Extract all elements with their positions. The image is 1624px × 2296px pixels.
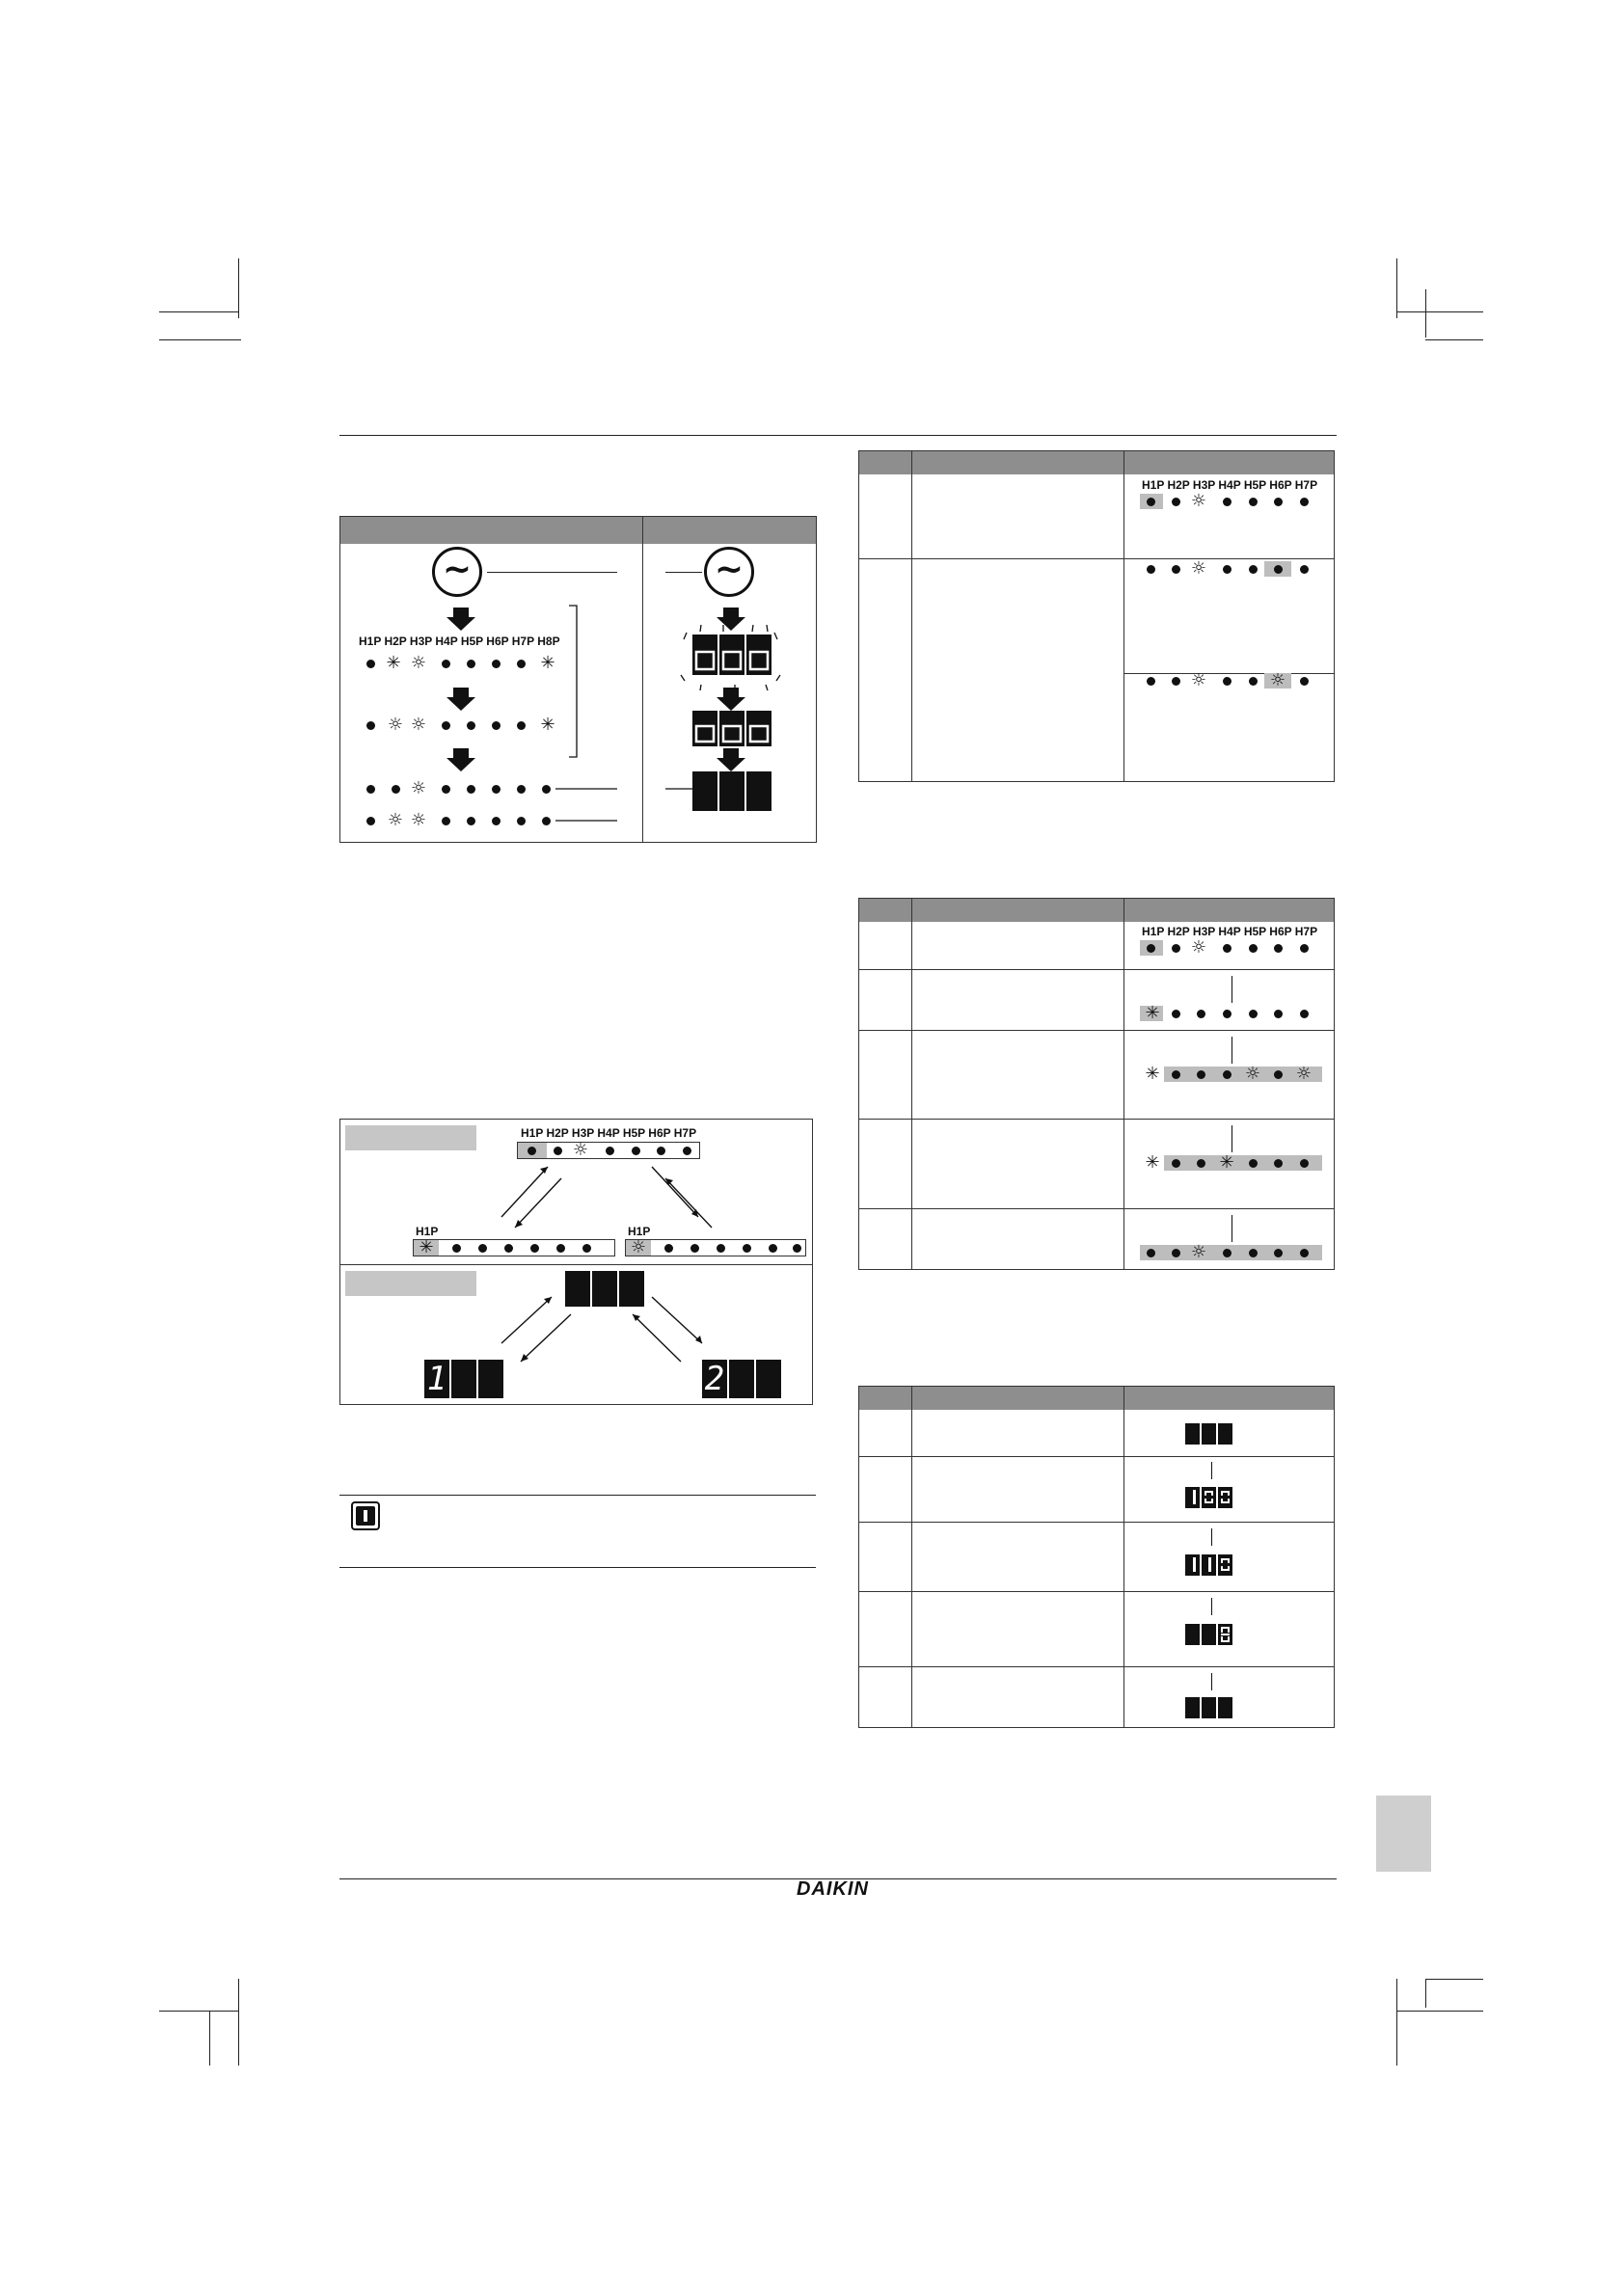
led-on-icon [664, 1244, 673, 1253]
led-on-icon [442, 660, 450, 668]
led-on-icon [1249, 1010, 1258, 1018]
led-on-icon [467, 660, 475, 668]
led-on-icon [1249, 677, 1258, 686]
display-digit [592, 1271, 617, 1307]
led-on-icon [1147, 944, 1155, 953]
down-arrow-icon [717, 748, 745, 771]
led-on-icon [504, 1244, 513, 1253]
led-on-icon [1249, 1249, 1258, 1257]
led-blink-icon: ✳ [1145, 1003, 1160, 1023]
led-on-icon [1249, 498, 1258, 506]
decoration [911, 451, 912, 781]
led-on-icon [1223, 677, 1232, 686]
led-on-icon [1300, 677, 1309, 686]
decoration [859, 1030, 1334, 1031]
led-on-icon [717, 1244, 725, 1253]
led-on-icon [1172, 1010, 1180, 1018]
led-on-icon [1172, 1249, 1180, 1257]
led-on-icon [657, 1147, 665, 1155]
display-digit [1218, 1697, 1232, 1718]
display-digit [478, 1360, 503, 1398]
led-on-icon [392, 785, 400, 794]
led-on-icon [1172, 1159, 1180, 1168]
led-on-icon [1274, 1070, 1283, 1079]
led-on-icon [1172, 498, 1180, 506]
led-on-icon [1274, 1249, 1283, 1257]
mode-label-bar [345, 1125, 476, 1150]
led-on-icon [1300, 1159, 1309, 1168]
led-on-icon [582, 1244, 591, 1253]
led-blink-icon: ☼ [410, 778, 427, 798]
down-arrow-icon [717, 608, 745, 631]
display-digit [451, 1360, 476, 1398]
led-blink-icon: ☼ [387, 715, 404, 735]
power-supply-icon: ~ [704, 547, 754, 597]
led-on-icon [366, 785, 375, 794]
decoration [859, 1456, 1334, 1457]
decoration [911, 899, 912, 1269]
decoration [859, 969, 1334, 970]
daikin-logo: DAIKIN [797, 1878, 869, 1900]
led-on-icon [1249, 944, 1258, 953]
decoration [859, 1591, 1334, 1592]
led-on-icon [1197, 1159, 1205, 1168]
decoration [859, 558, 1334, 559]
led-blink-icon: ✳ [386, 653, 401, 673]
decoration [1123, 451, 1124, 781]
down-arrow-icon [1211, 1598, 1212, 1615]
led-on-icon [542, 817, 551, 825]
led-on-icon [632, 1147, 640, 1155]
decoration [1123, 899, 1124, 1269]
led-on-icon [1300, 1249, 1309, 1257]
display-digit [1202, 1624, 1216, 1645]
led-blink-icon: ☼ [1190, 491, 1207, 511]
display-digit [729, 1360, 754, 1398]
led-on-icon [1172, 565, 1180, 574]
mode-label-bar [345, 1271, 476, 1296]
led-on-icon [1274, 498, 1283, 506]
led-on-icon [1300, 1010, 1309, 1018]
down-arrow-icon [447, 688, 475, 711]
led-blink-icon: ☼ [1244, 1064, 1261, 1084]
decoration [859, 1387, 1334, 1410]
led-on-icon [1147, 1249, 1155, 1257]
led-on-icon [1274, 944, 1283, 953]
decoration [859, 451, 1334, 474]
decoration [859, 1208, 1334, 1209]
display-digit [1218, 1423, 1232, 1445]
led-blink-icon: ☼ [387, 810, 404, 830]
decoration [1193, 1557, 1196, 1572]
info-icon [351, 1501, 380, 1530]
led-labels-h1p-h7p: H1P H2P H3P H4P H5P H6P H7P [521, 1126, 697, 1140]
led-blink-icon: ☼ [572, 1140, 589, 1160]
led-on-icon [1300, 565, 1309, 574]
down-arrow-icon [1211, 1528, 1212, 1546]
display-digit [1202, 1697, 1216, 1718]
led-blink-icon: ✳ [540, 653, 555, 673]
led-blink-icon: ☼ [1295, 1064, 1313, 1084]
led-on-icon [528, 1147, 536, 1155]
decoration [1193, 1490, 1196, 1504]
led-blink-icon: ✳ [1219, 1152, 1234, 1173]
led-labels-h1p-h7p: H1P H2P H3P H4P H5P H6P H7P [1142, 925, 1318, 938]
decoration [625, 1239, 806, 1256]
led-on-icon [492, 785, 501, 794]
down-arrow-icon [1211, 1462, 1212, 1479]
led-on-icon [442, 721, 450, 730]
led-on-icon [1147, 498, 1155, 506]
led-on-icon [517, 660, 526, 668]
led-on-icon [1172, 1070, 1180, 1079]
led-on-icon [452, 1244, 461, 1253]
led-on-icon [467, 817, 475, 825]
led-on-icon [1274, 1159, 1283, 1168]
decoration [1221, 1634, 1230, 1635]
decoration [859, 1119, 1334, 1120]
power-supply-icon: ~ [432, 547, 482, 597]
decoration [340, 1264, 812, 1265]
led-on-icon [1172, 944, 1180, 953]
led-on-icon [1223, 565, 1232, 574]
led-on-icon [1274, 1010, 1283, 1018]
led-blink-icon: ✳ [540, 715, 555, 735]
display-digit [619, 1271, 644, 1307]
decoration [339, 1567, 816, 1568]
led-blink-icon: ☼ [630, 1237, 647, 1257]
led-blink-icon: ☼ [1190, 670, 1207, 690]
digit-two: 2 [704, 1360, 725, 1398]
down-arrow-icon [717, 688, 745, 711]
led-on-icon [1147, 565, 1155, 574]
decoration [859, 899, 1334, 922]
led-labels-h1p-h8p: H1P H2P H3P H4P H5P H6P H7P H8P [359, 635, 560, 648]
led-on-icon [517, 785, 526, 794]
led-on-icon [1223, 1010, 1232, 1018]
led-on-icon [1223, 498, 1232, 506]
decoration [859, 1522, 1334, 1523]
led-blink-icon: ✳ [1145, 1064, 1160, 1084]
led-on-icon [492, 721, 501, 730]
led-on-icon [1300, 944, 1309, 953]
led-on-icon [606, 1147, 614, 1155]
led-blink-icon: ☼ [410, 715, 427, 735]
led-on-icon [1249, 565, 1258, 574]
led-on-icon [683, 1147, 691, 1155]
led-on-icon [542, 785, 551, 794]
led-on-icon [517, 721, 526, 730]
led-on-icon [793, 1244, 801, 1253]
led-on-icon [554, 1147, 562, 1155]
led-on-icon [478, 1244, 487, 1253]
display-digit [1202, 1423, 1216, 1445]
decoration [911, 1387, 912, 1727]
display-digit [1185, 1624, 1200, 1645]
decoration [339, 1495, 816, 1496]
display-digit [1185, 1423, 1200, 1445]
led-on-icon: ☼ [410, 653, 427, 673]
led-on-icon [1197, 1010, 1205, 1018]
decoration [1208, 1557, 1211, 1572]
led-on-icon [442, 785, 450, 794]
led-on-icon [1300, 498, 1309, 506]
table-3 [858, 1386, 1335, 1728]
led-blink-icon: ☼ [1190, 1242, 1207, 1262]
decoration [1124, 673, 1334, 674]
led-on-icon [743, 1244, 751, 1253]
led-on-icon [690, 1244, 699, 1253]
led-on-icon [1223, 944, 1232, 953]
led-blink-icon: ☼ [1190, 937, 1207, 958]
led-on-icon [1172, 677, 1180, 686]
display-digit [565, 1271, 590, 1307]
decoration [1164, 1155, 1322, 1171]
display-digit [1185, 1697, 1200, 1718]
led-on-icon [366, 721, 375, 730]
h1p-label: H1P [628, 1225, 651, 1238]
led-on-icon [1274, 565, 1283, 574]
led-on-icon [1147, 677, 1155, 686]
led-on-icon [556, 1244, 565, 1253]
h1p-label: H1P [416, 1225, 439, 1238]
led-on-icon [366, 817, 375, 825]
decoration [1221, 1491, 1230, 1503]
led-on-icon [517, 817, 526, 825]
led-on-icon [530, 1244, 539, 1253]
decoration [1204, 1491, 1213, 1503]
display-digit [756, 1360, 781, 1398]
led-on-icon [1223, 1249, 1232, 1257]
led-on-icon [492, 660, 501, 668]
led-on-icon [1197, 1070, 1205, 1079]
led-on-icon [1223, 1070, 1232, 1079]
decoration [1123, 1387, 1124, 1727]
down-arrow-icon [1211, 1673, 1212, 1690]
decoration [859, 1666, 1334, 1667]
led-on-icon [366, 660, 375, 668]
decoration [1221, 1558, 1230, 1571]
led-on-icon [492, 817, 501, 825]
down-arrow-icon [447, 608, 475, 631]
led-on-icon [1249, 1159, 1258, 1168]
led-on-icon [442, 817, 450, 825]
led-labels-h1p-h7p: H1P H2P H3P H4P H5P H6P H7P [1142, 478, 1318, 492]
down-arrow-icon [447, 748, 475, 771]
led-on-icon [769, 1244, 777, 1253]
led-blink-icon: ☼ [410, 810, 427, 830]
led-blink-icon: ☼ [1269, 670, 1286, 690]
table-1 [858, 450, 1335, 782]
led-blink-icon: ☼ [1190, 558, 1207, 579]
digit-one: 1 [426, 1360, 447, 1398]
led-on-icon [467, 721, 475, 730]
led-blink-icon: ✳ [1145, 1152, 1160, 1173]
led-blink-icon: ✳ [419, 1237, 434, 1257]
led-on-icon [467, 785, 475, 794]
